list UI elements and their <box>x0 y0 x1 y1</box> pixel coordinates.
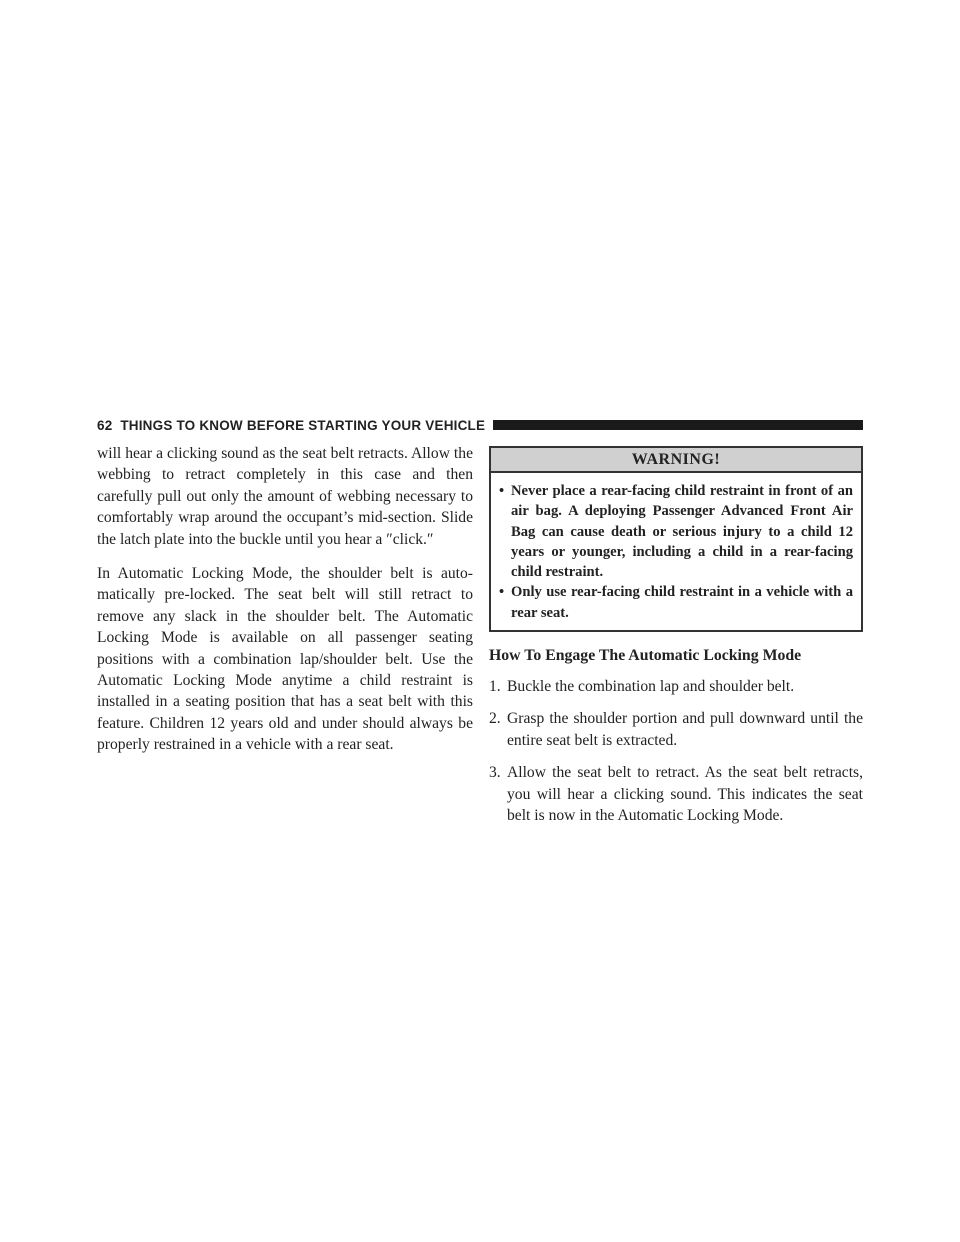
right-column <box>489 446 863 838</box>
left-column <box>97 443 473 769</box>
step-text: Buckle the combination lap and shoulder belt. <box>507 678 795 696</box>
body-paragraph: In Automatic Locking Mode, the shoulder belt is auto-matically pre-locked. The seat belt will still retract to remove any slack in the shoulder belt. The Automatic Locking Mode is available on all passenger seating positions with a combination lap/shoulder belt. Use the Automatic Locking Mode anytime a child restraint is installed in a seating position that has a seat belt with this feature. Children 12 years old and under should always be properly restrained in a vehicle with a rear seat. <box>97 565 473 754</box>
warning-item <box>499 582 853 623</box>
step-number: 1. <box>489 678 501 696</box>
step-text: Allow the seat belt to retract. As the seat belt retracts, you will hear a clicking sound. This indicates the seat belt is now in the Automatic Locking Mode. <box>507 764 863 825</box>
warning-item <box>499 481 853 582</box>
page-number: 62 <box>97 417 113 433</box>
step-number: 2. <box>489 710 501 728</box>
warning-list <box>491 473 861 630</box>
step-item <box>489 676 863 697</box>
step-item <box>489 762 863 826</box>
warning-item-text: Never place a rear-facing child restraint in front of an air bag. A deploying Passenger Advanced Front Air Bag can cause death or serious injury to a child 12 years or younger, including a child in a rear-facing child restraint. <box>511 483 853 581</box>
page-header <box>97 416 863 434</box>
running-header <box>97 418 493 433</box>
bullet-icon: • <box>499 584 505 601</box>
body-paragraph: will hear a clicking sound as the seat belt retracts. Allow the webbing to retract completely in this case and then carefully pull out only the amount of webbing necessary to comfortably wrap around the occupant’s mid-section. Slide the latch plate into the buckle until you hear a ″click.″ <box>97 445 473 548</box>
step-number: 3. <box>489 764 501 782</box>
bullet-icon: • <box>499 483 505 499</box>
section-heading: How To Engage The Automatic Locking Mode <box>489 647 802 665</box>
header-rule <box>493 420 863 430</box>
warning-title: WARNING! <box>491 448 861 473</box>
steps-list <box>489 676 863 826</box>
step-item <box>489 708 863 751</box>
warning-box <box>489 446 863 632</box>
warning-item-text: Only use rear-facing child restraint in a vehicle with a rear seat. <box>511 584 853 621</box>
step-text: Grasp the shoulder portion and pull downward until the entire seat belt is extracted. <box>507 710 863 749</box>
section-title: THINGS TO KNOW BEFORE STARTING YOUR VEHICLE <box>120 417 486 433</box>
